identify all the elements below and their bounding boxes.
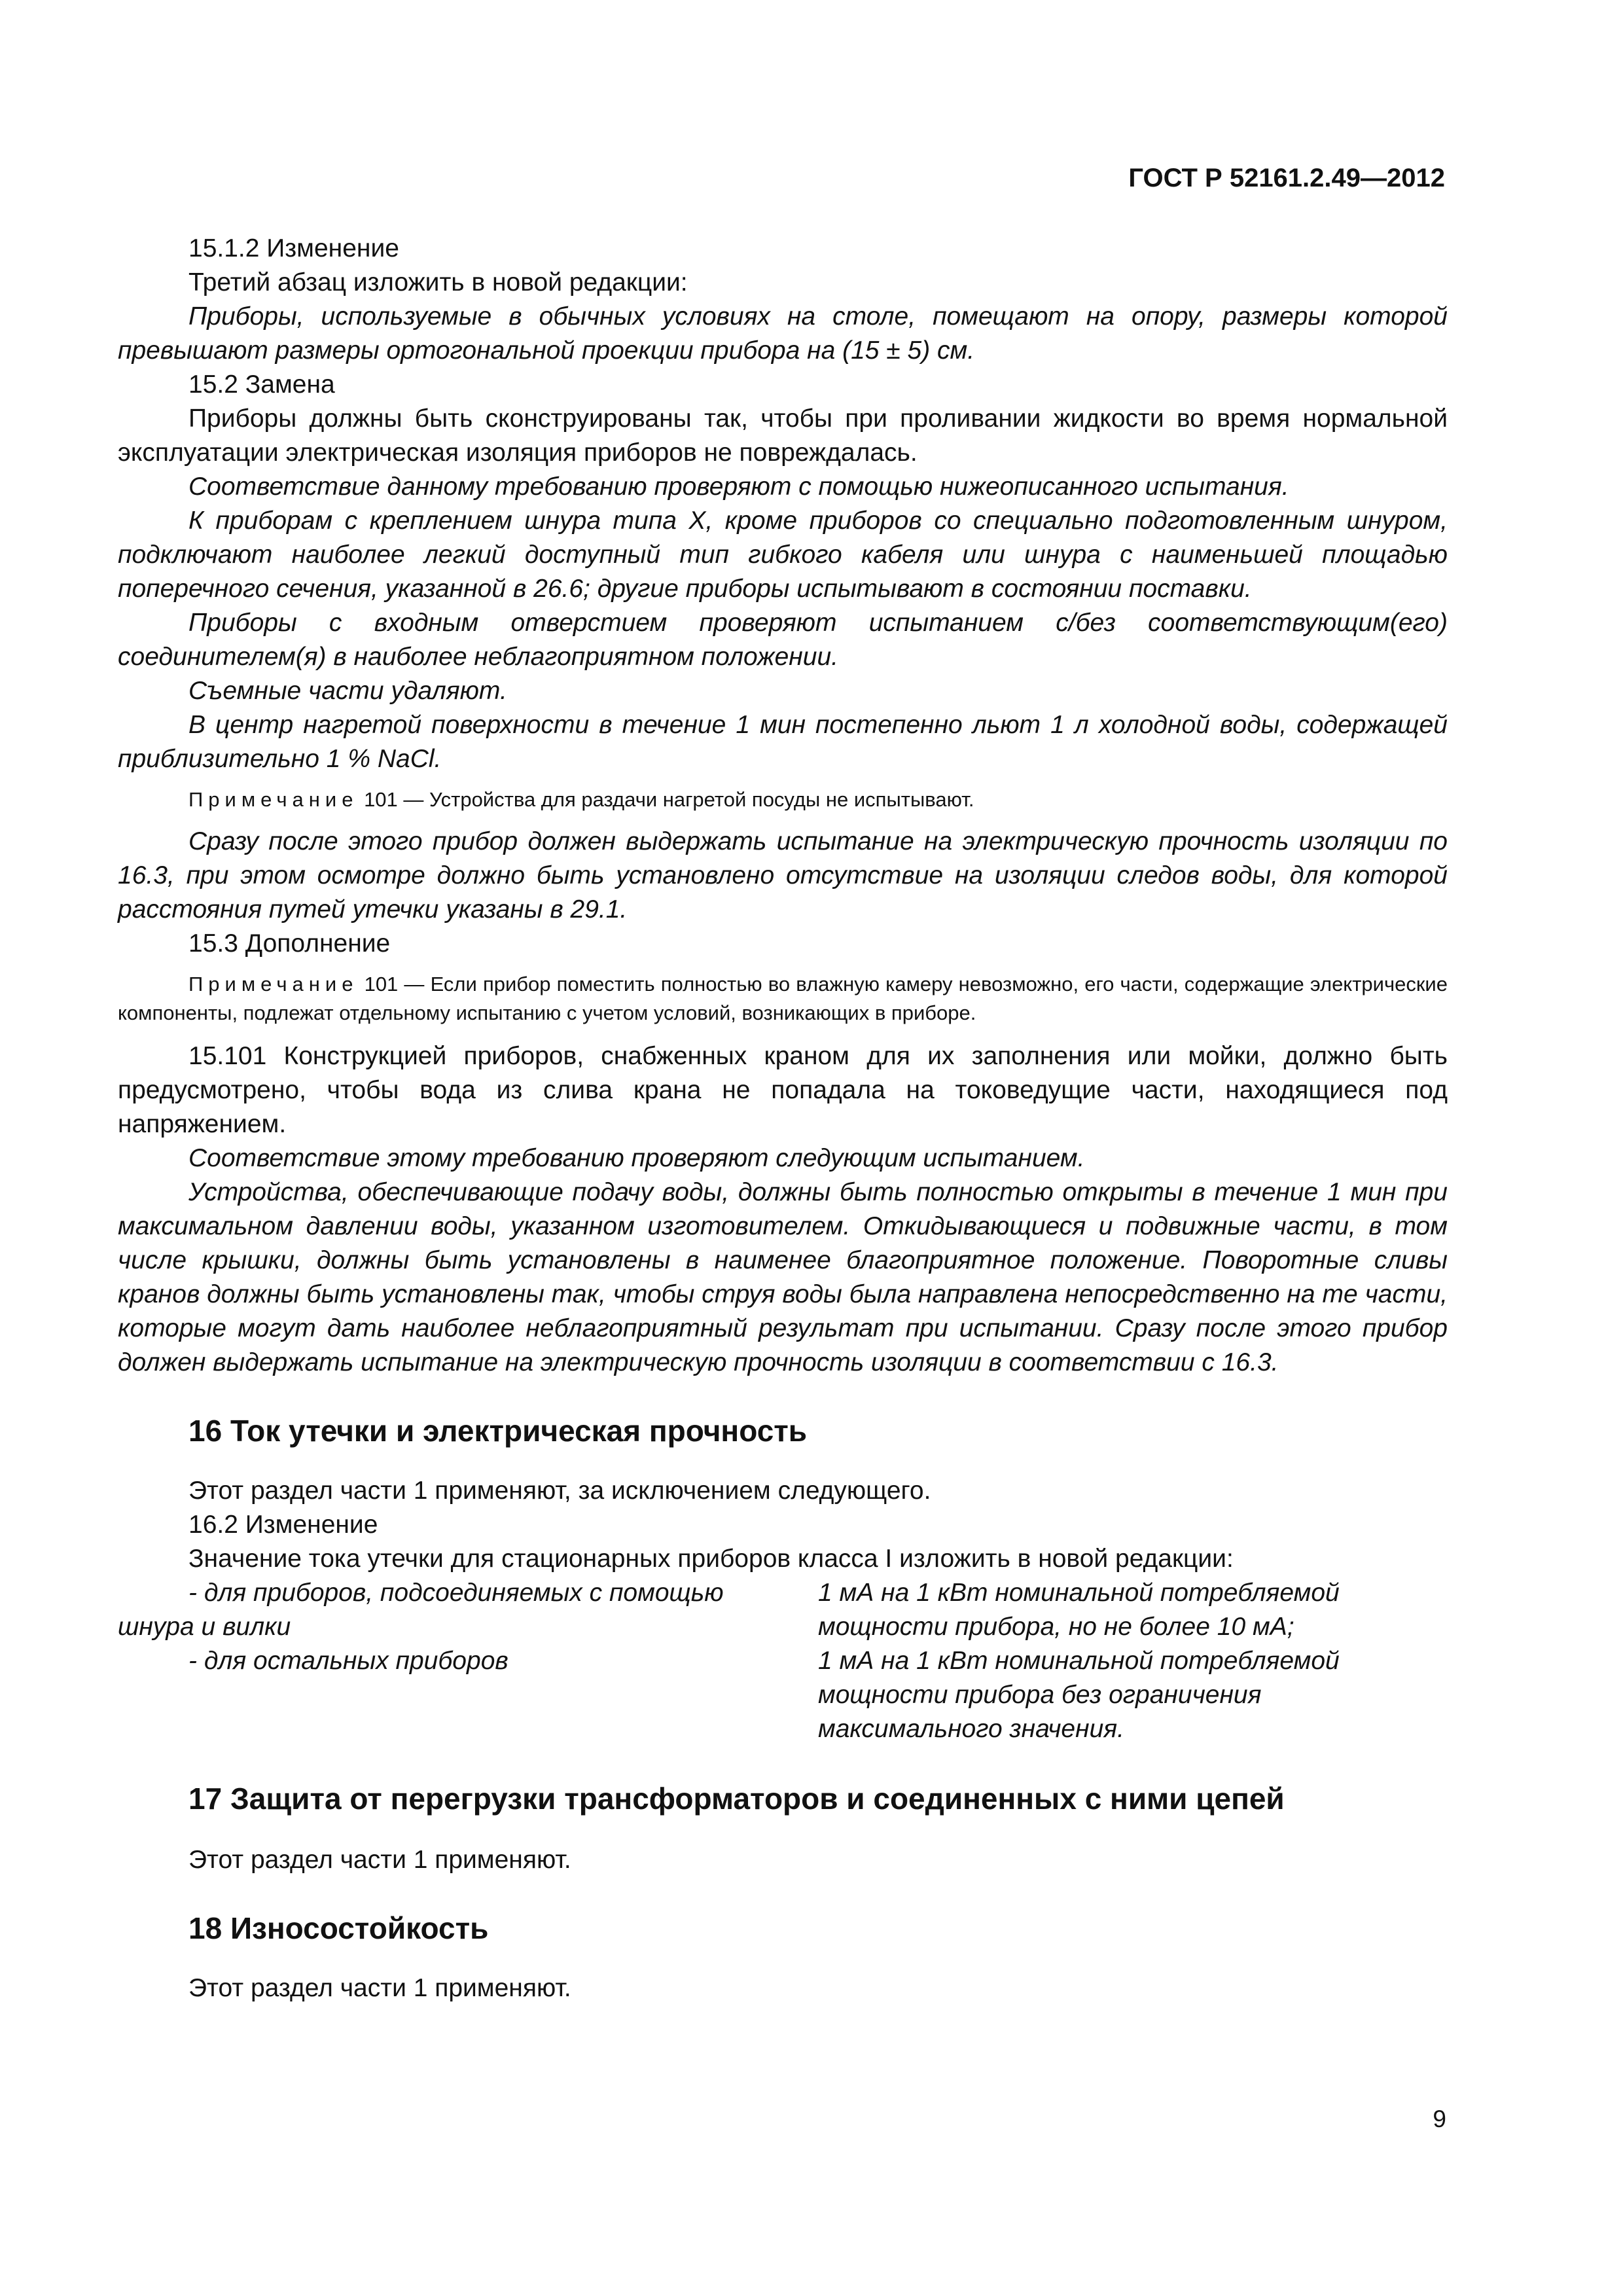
- condition-text: - для остальных приборов: [188, 1647, 508, 1675]
- note-text: 101 — Если прибор поместить полностью во влажную камеру невозможно, его части, содержащие электрические компоненты, подлежат отдельному испытанию с учетом условий, возникающих в приборе.: [118, 973, 1448, 1024]
- clause-15-1-2-title: 15.1.2 Изменение: [188, 234, 399, 262]
- leakage-limit-value: [818, 1644, 1448, 1746]
- clause-15-1-2-intro: Третий абзац изложить в новой редакции:: [188, 268, 688, 296]
- page-content: [118, 232, 1448, 2005]
- condition-text: шнура и вилки: [118, 1613, 291, 1641]
- leakage-limit-condition: [118, 1644, 818, 1746]
- clause-15-2-paragraph: Съемные части удаляют.: [188, 677, 507, 705]
- section-18-paragraph: Этот раздел части 1 применяют.: [188, 1974, 571, 2002]
- leakage-limit-value: [818, 1576, 1448, 1644]
- clause-15-2-paragraph: Соответствие данному требованию проверяют с помощью нижеописанного испытания.: [188, 473, 1289, 501]
- clause-15-2-paragraph: Приборы с входным отверстием проверяют испытанием с/без соответствующим(его) соединителем(я) в наиболее неблагоприятном положении.: [118, 609, 1448, 671]
- limit-text: 1 мА на 1 кВт номинальной потребляемой мощности прибора, но не более 10 мА;: [818, 1579, 1340, 1641]
- section-16-paragraph: Этот раздел части 1 применяют, за исключением следующего.: [188, 1477, 931, 1505]
- clause-15-2-paragraph: Сразу после этого прибор должен выдержать испытание на электрическую прочность изоляции по 16.3, при этом осмотре должно быть установлено отсутствие на изоляции следов воды, для которой расстояния путей утечки указаны в 29.1.: [118, 827, 1448, 924]
- section-18-heading: 18 Износостойкость: [188, 1911, 489, 1945]
- leakage-limit-row: [118, 1644, 1448, 1746]
- condition-text: - для приборов, подсоединяемых с помощью: [188, 1579, 724, 1607]
- section-16-paragraph: Значение тока утечки для стационарных приборов класса I изложить в новой редакции:: [188, 1545, 1234, 1573]
- leakage-limit-row: [118, 1576, 1448, 1644]
- clause-15-101-paragraph: 15.101 Конструкцией приборов, снабженных краном для их заполнения или мойки, должно быть предусмотрено, чтобы вода из слива крана не попадала на токоведущие части, находящиеся под напряжением.: [118, 1042, 1448, 1138]
- note-label: Примечание: [188, 788, 359, 811]
- clause-15-1-2-text: Приборы, используемые в обычных условиях на столе, помещают на опору, размеры которой превышают размеры ортогональной проекции прибора на (15 ± 5) см.: [118, 302, 1448, 365]
- note-text: 101 — Устройства для раздачи нагретой посуды не испытывают.: [364, 788, 974, 811]
- page-number: 9: [1433, 2106, 1446, 2132]
- section-17-paragraph: Этот раздел части 1 применяют.: [188, 1846, 571, 1874]
- note: [118, 785, 1448, 814]
- clause-16-2-title: 16.2 Изменение: [188, 1511, 378, 1539]
- clause-15-3-title: 15.3 Дополнение: [188, 929, 391, 958]
- limit-text: 1 мА на 1 кВт номинальной потребляемой мощности прибора без ограничения максимального значения.: [818, 1647, 1340, 1743]
- clause-15-101-paragraph: Соответствие этому требованию проверяют следующим испытанием.: [188, 1144, 1085, 1172]
- leakage-limit-condition: [118, 1576, 818, 1644]
- clause-15-2-paragraph: К приборам с креплением шнура типа X, кроме приборов со специально подготовленным шнуром, подключают наиболее легкий доступный тип гибкого кабеля или шнура с наименьшей площадью поперечного сечения, указанной в 26.6; другие приборы испытывают в состоянии поставки.: [118, 507, 1448, 603]
- standard-designation: ГОСТ Р 52161.2.49—2012: [1128, 164, 1445, 192]
- clause-15-101-paragraph: Устройства, обеспечивающие подачу воды, должны быть полностью открыты в течение 1 мин при максимальном давлении воды, указанном изготовителем. Откидывающиеся и подвижные части, в том числе крышки, должны быть установлены в наименее благоприятное положение. Поворотные сливы кранов должны быть установлены так, чтобы струя воды была направлена непосредственно на те части, которые могут дать наиболее неблагоприятный результат при испытании. Сразу после этого прибор должен выдержать испытание на электрическую прочность изоляции в соответствии с 16.3.: [118, 1178, 1448, 1376]
- clause-15-2-title: 15.2 Замена: [188, 370, 335, 399]
- section-17-heading: 17 Защита от перегрузки трансформаторов и соединенных с ними цепей: [188, 1782, 1285, 1816]
- note: [118, 970, 1448, 1028]
- section-16-heading: 16 Ток утечки и электрическая прочность: [188, 1414, 808, 1448]
- clause-15-2-paragraph: Приборы должны быть сконструированы так, чтобы при проливании жидкости во время нормальной эксплуатации электрическая изоляция приборов не повреждалась.: [118, 404, 1448, 467]
- note-label: Примечание: [188, 973, 359, 996]
- clause-15-2-paragraph: В центр нагретой поверхности в течение 1 мин постепенно льют 1 л холодной воды, содержащей приблизительно 1 % NaCl.: [118, 711, 1448, 773]
